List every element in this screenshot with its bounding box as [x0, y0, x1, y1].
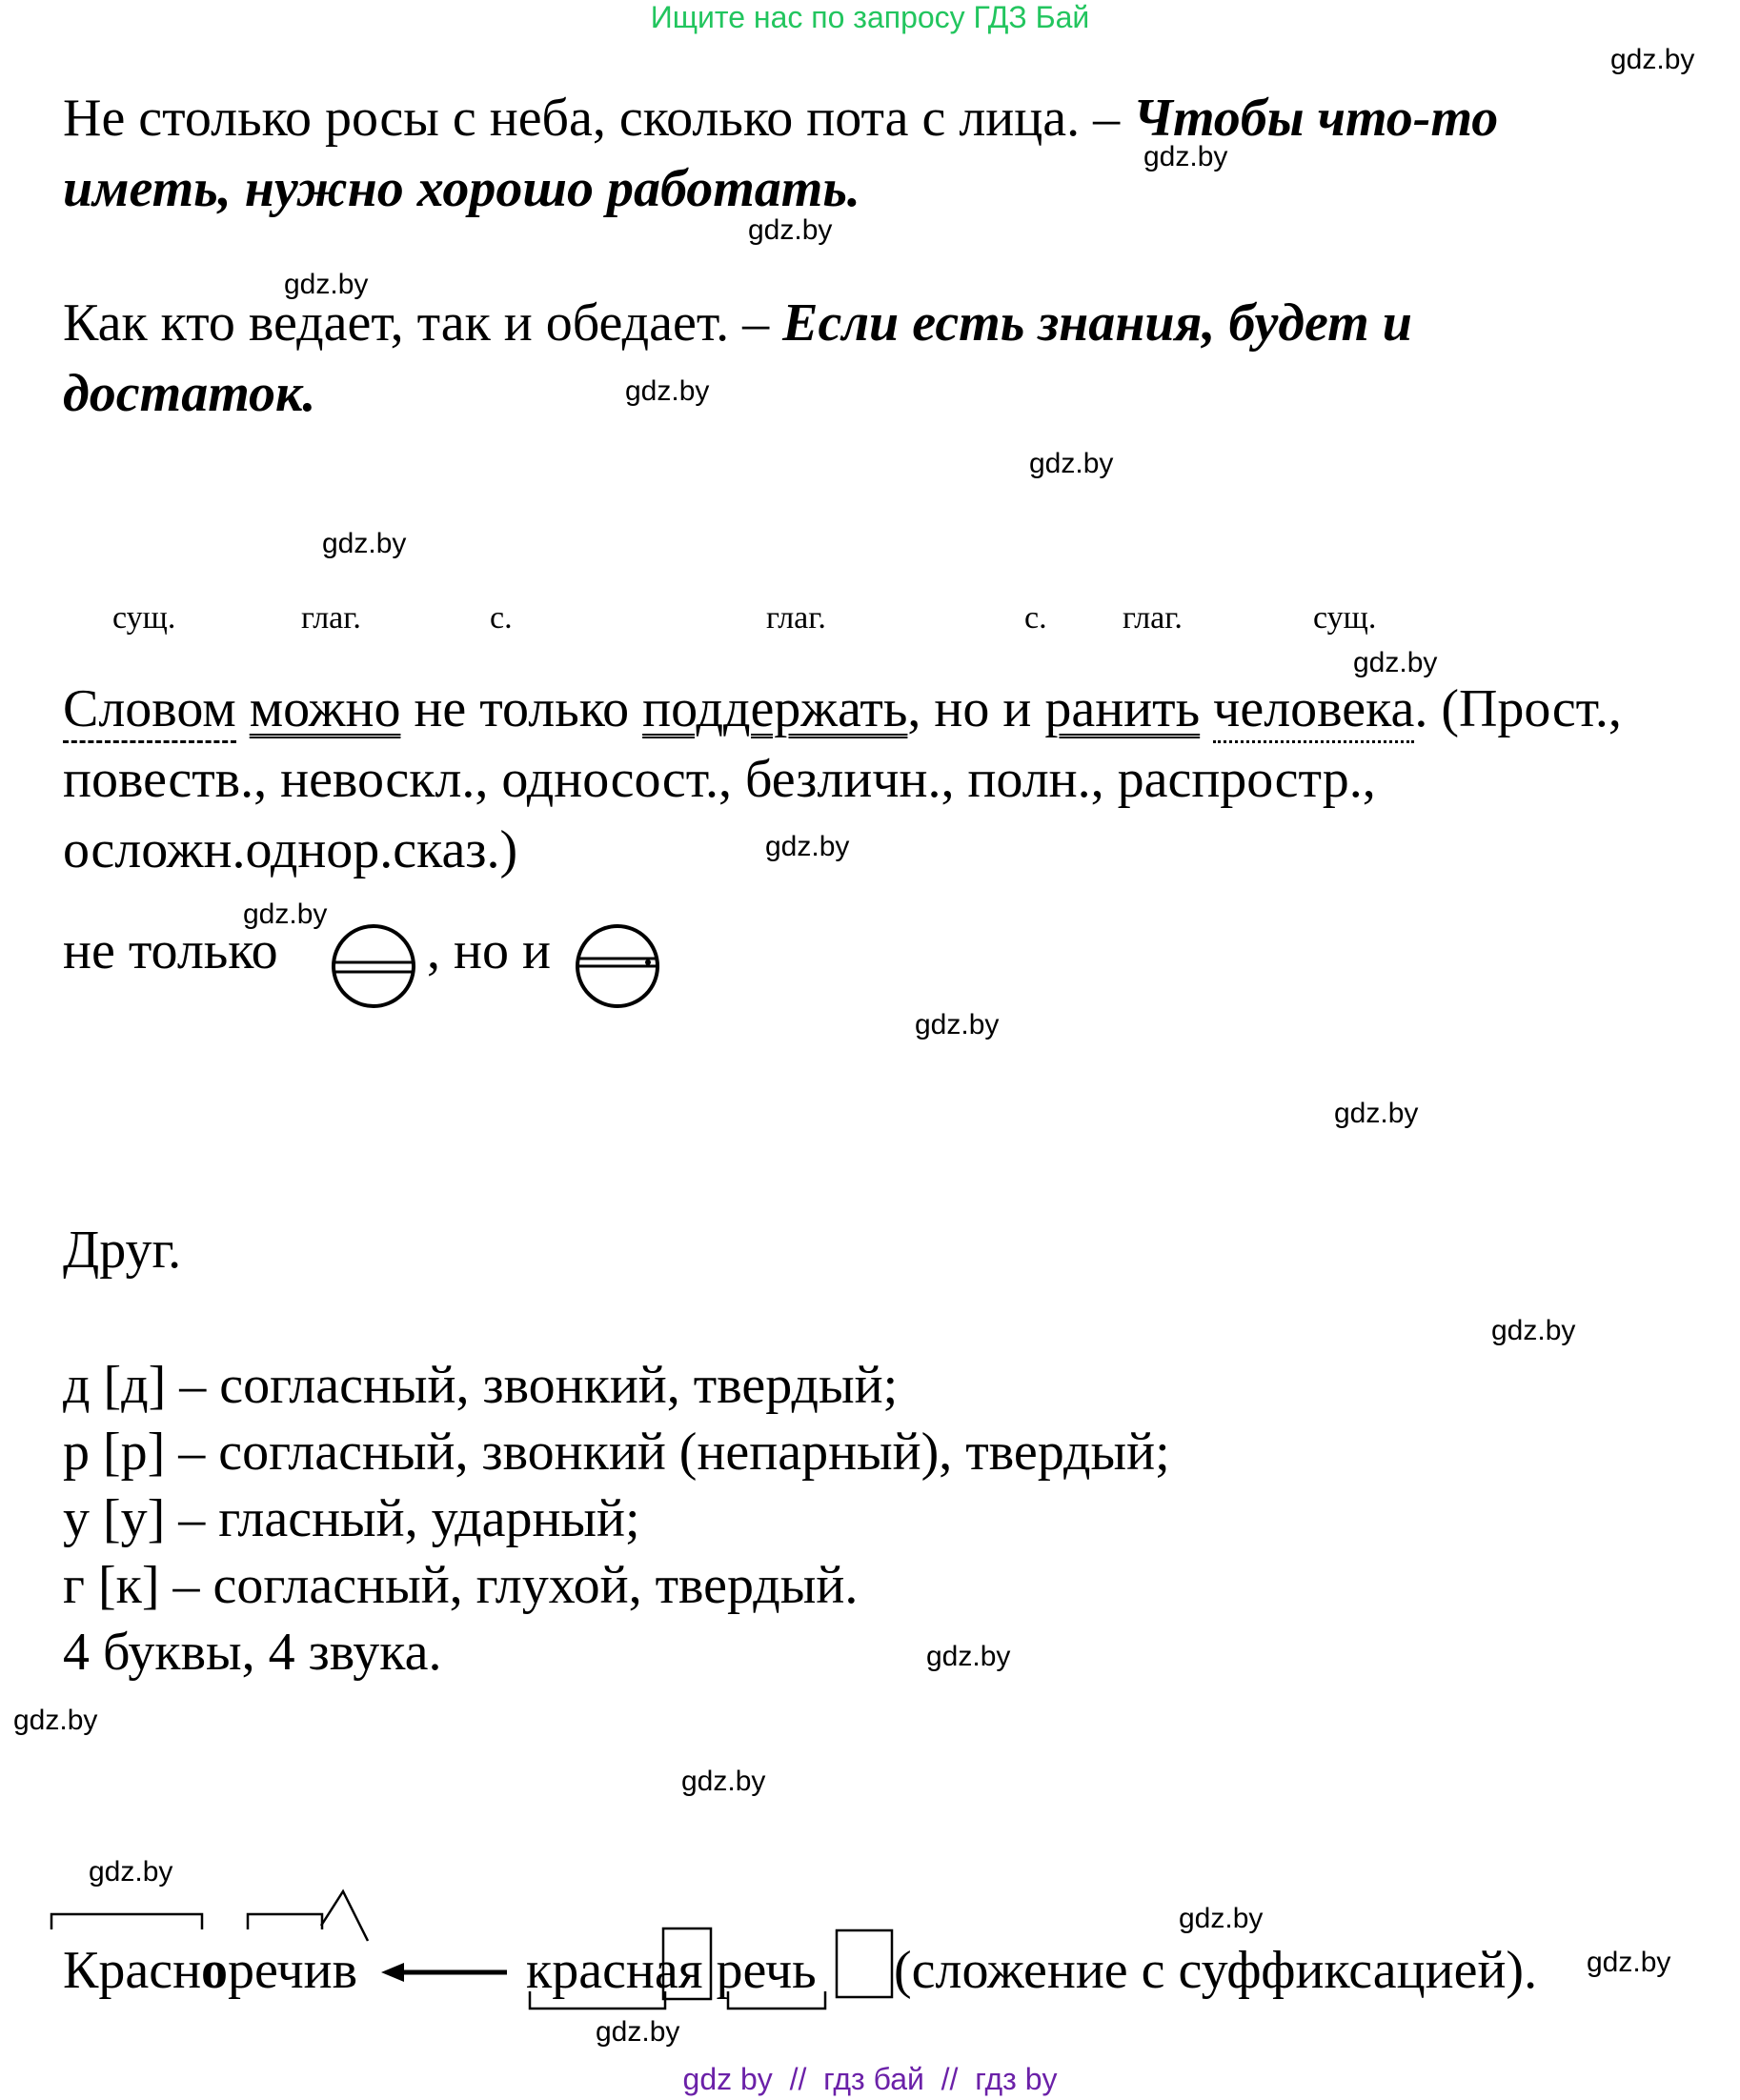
parsed-sentence-line-2: повеств., невоскл., односост., безличн., полн., распростр.,	[63, 750, 1376, 809]
watermark: gdz.by	[1029, 448, 1114, 479]
watermark: gdz.by	[625, 375, 710, 407]
watermark: gdz.by	[1143, 141, 1228, 172]
proverb-2-line-1	[63, 289, 1412, 357]
proverb-1-line-1	[63, 84, 1498, 152]
pos-label: с.	[1024, 600, 1047, 636]
watermark: gdz.by	[1179, 1903, 1264, 1934]
watermark: gdz.by	[1334, 1098, 1419, 1129]
scheme-circle-1	[330, 922, 417, 1010]
source-root-1: красн	[526, 1941, 655, 2000]
pos-label: глаг.	[301, 600, 361, 636]
watermark: gdz.by	[1610, 44, 1695, 75]
predicate-word: можно	[249, 679, 401, 738]
proverb-2-meaning: Если есть знания, будет и	[782, 293, 1412, 353]
pos-label: глаг.	[1123, 600, 1183, 636]
subject-word: Словом	[63, 679, 236, 743]
watermark: gdz.by	[926, 1641, 1011, 1672]
connecting-vowel: о	[201, 1941, 229, 2000]
object-word: человека	[1213, 679, 1414, 743]
phonetic-word: Друг.	[63, 1221, 182, 1280]
phonetic-line: г [к] – согласный, глухой, твердый.	[63, 1556, 859, 1615]
parsed-sentence-line-3: осложн.однор.сказ.)	[63, 820, 518, 879]
watermark: gdz.by	[1491, 1315, 1576, 1346]
morpheme-marks-derived	[48, 1891, 381, 1949]
proverb-1-meaning: Чтобы что-то	[1133, 89, 1499, 148]
source-root-2: речь	[716, 1941, 817, 2000]
phonetic-line: у [у] – гласный, ударный;	[63, 1489, 640, 1548]
formation-method-note: (сложение с суффиксацией).	[894, 1941, 1538, 2000]
watermark: gdz.by	[1587, 1947, 1671, 1978]
derived-word-root-2-suffix: речив	[228, 1941, 358, 2000]
watermark: gdz.by	[748, 214, 833, 246]
scheme-part-1: не только	[63, 921, 278, 980]
pos-label: сущ.	[112, 600, 176, 636]
scheme-part-2: , но и	[427, 921, 551, 980]
header-search-hint: Ищите нас по запросу ГДЗ Бай	[650, 0, 1090, 34]
watermark: gdz.by	[1353, 647, 1438, 678]
pos-label: глаг.	[766, 600, 826, 636]
analysis-start: . (Прост.,	[1414, 679, 1622, 738]
predicate-word: поддержать	[642, 679, 908, 738]
derivation-arrow-icon	[381, 1961, 515, 1984]
watermark: gdz.by	[765, 831, 850, 862]
watermark: gdz.by	[915, 1009, 1000, 1040]
watermark: gdz.by	[322, 528, 407, 559]
predicate-word: ранить	[1044, 679, 1201, 738]
proverb-2-meaning-continued: достаток.	[63, 364, 316, 423]
watermark: gdz.by	[284, 269, 369, 300]
scheme-circle-2	[574, 922, 661, 1010]
watermark: gdz.by	[596, 2016, 680, 2048]
phonetic-line: р [р] – согласный, звонкий (непарный), твердый;	[63, 1423, 1170, 1482]
derived-word-root-1: Красн	[63, 1941, 202, 2000]
watermark: gdz.by	[681, 1766, 766, 1797]
watermark: gdz.by	[13, 1705, 98, 1736]
watermark: gdz.by	[89, 1856, 173, 1888]
phonetic-summary: 4 буквы, 4 звука.	[63, 1623, 442, 1682]
footer-links: gdz by // гдз бай // гдз by	[682, 2062, 1058, 2096]
pos-label: с.	[490, 600, 513, 636]
proverb-1-meaning-continued: иметь, нужно хорошо работать.	[63, 159, 860, 218]
proverb-1-text: Не столько росы с неба, сколько пота с лица. –	[63, 89, 1121, 148]
morpheme-marks-source	[522, 1925, 903, 2020]
pos-label: сущ.	[1313, 600, 1377, 636]
parsed-sentence-line-1	[63, 675, 1622, 743]
phonetic-line: д [д] – согласный, звонкий, твердый;	[63, 1356, 899, 1415]
conjunction-part: не только	[414, 679, 630, 738]
watermark: gdz.by	[243, 899, 328, 930]
source-ending-1: ая	[654, 1941, 703, 2000]
conjunction-part: , но и	[907, 679, 1032, 738]
proverb-2-text: Как кто ведает, так и обедает. –	[63, 293, 770, 353]
